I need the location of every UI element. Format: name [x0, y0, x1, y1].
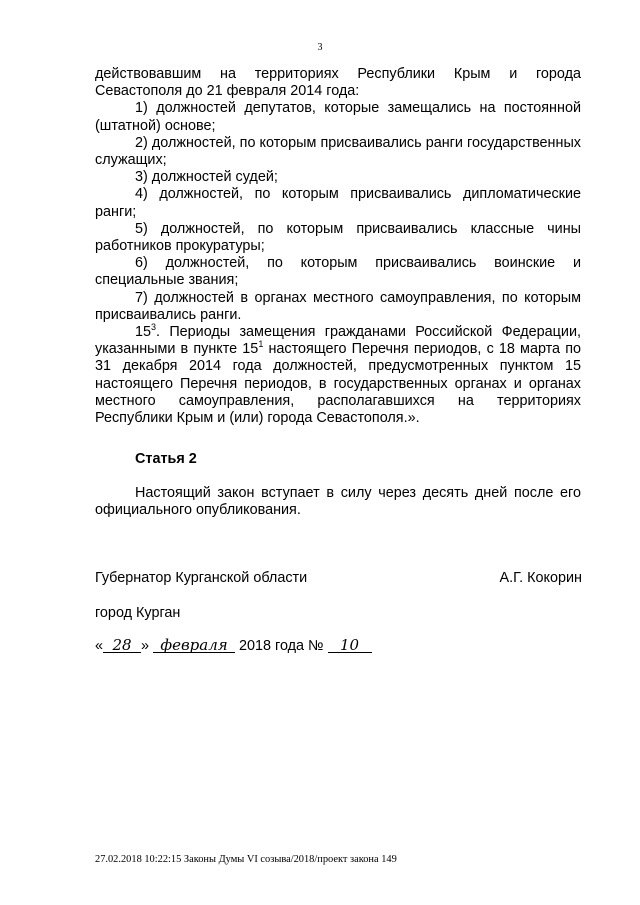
reference-superscript: 1 [258, 339, 264, 350]
footer-filepath: 27.02.2018 10:22:15 Законы Думы VI созыва/2018/проект закона 149 [95, 854, 397, 865]
item-text-part1: . Периоды замещения гражданами Российской Федерации, указанными в пункте 15 [95, 324, 581, 358]
year-text: 2018 года № [239, 638, 324, 654]
list-item-5: 5) должностей, по которым присваивались классные чины работников прокуратуры; [95, 220, 581, 255]
paragraph-item-15-3 [95, 324, 581, 427]
date-month-handwritten: февраля [153, 638, 235, 653]
law-number-handwritten: 10 [328, 638, 372, 653]
city-line: город Курган [95, 605, 181, 621]
date-day-handwritten: 28 [103, 638, 141, 653]
list-item-2: 2) должностей, по которым присваивались ранги государственных служащих; [95, 134, 581, 169]
list-item-3: 3) должностей судей; [135, 169, 278, 186]
page-number: 3 [317, 42, 323, 53]
date-line [95, 638, 372, 654]
list-item-1: 1) должностей депутатов, которые замещались на постоянной (штатной) основе; [95, 100, 581, 134]
list-item-6: 6) должностей, по которым присваивались воинские и специальные звания; [95, 255, 581, 289]
open-quote: « [95, 638, 104, 654]
article-2-text: Настоящий закон вступает в силу через десять дней после его официального опубликования. [95, 485, 581, 519]
signatory-name: А.Г. Кокорин [499, 570, 582, 586]
list-item-4: 4) должностей, по которым присваивались дипломатические ранги; [95, 186, 581, 220]
item-number: 15 [135, 324, 152, 341]
item-text-part2: настоящего Перечня периодов, с 18 марта по 31 декабря 2014 года должностей, предусмотренных пунктом 15 настоящего Перечня периодов, в государственных органах и органах местного самоуправления, располагавшихся на территориях Республики Крым и (или) города Севастополя.». [95, 341, 581, 427]
article-body [95, 66, 581, 427]
paragraph-intro: действовавшим на территориях Республики Крым и города Севастополя до 21 февраля 2014 года: [95, 66, 581, 100]
close-quote: » [141, 638, 150, 654]
article-heading: Статья 2 [135, 451, 197, 467]
list-item-7: 7) должностей в органах местного самоуправления, по которым присваивались ранги. [95, 289, 581, 323]
signatory-title: Губернатор Курганской области [95, 570, 308, 586]
item-superscript: 3 [151, 322, 157, 333]
